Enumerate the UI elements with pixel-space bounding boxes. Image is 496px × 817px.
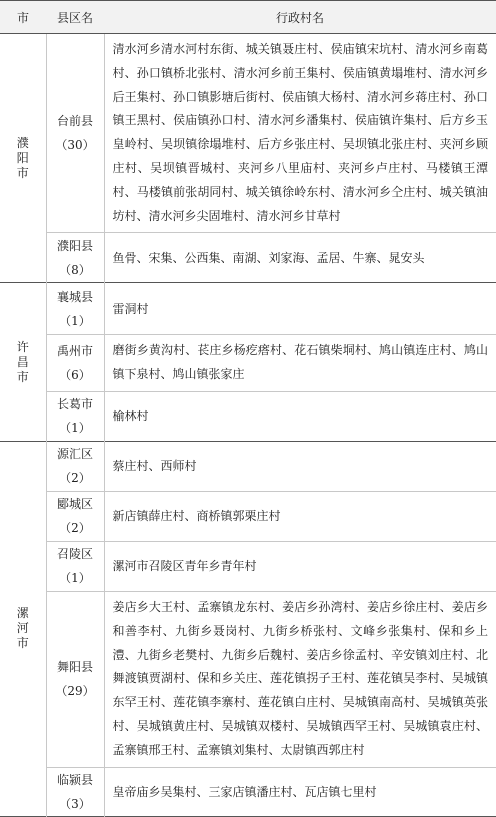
city-cell	[0, 441, 46, 816]
table-row	[0, 441, 496, 491]
table-row	[0, 391, 496, 441]
county-count: （2）	[59, 471, 91, 486]
header-city: 市	[0, 1, 46, 34]
county-name: 源汇区	[56, 447, 93, 462]
city-cell	[0, 283, 46, 442]
village-list: 清水河乡清水河村东街、城关镇聂庄村、侯庙镇宋坑村、清水河乡南葛村、孙口镇桥北张村、清水河乡前王集村、侯庙镇黄塌堆村、清水河乡后王集村、孙口镇影塘后街村、侯庙镇大杨村、清水河乡蒋庄村、孙口镇王黑村、侯庙镇孙口村、清水河乡潘集村、侯庙镇许集村、后方乡玉皇岭村、吴坝镇徐塌堆村、后方乡张庄村、吴坝镇北张庄村、夹河乡顾庄村、吴坝镇晋城村、夹河乡八里庙村、夹河乡卢庄村、马楼镇王潭村、马楼镇前张胡同村、城关镇徐岭东村、清水河乡仝庄村、城关镇油坊村、清水河乡尖固堆村、清水河乡甘草村	[112, 42, 488, 223]
county-cell	[46, 491, 104, 541]
county-name: 召陵区	[56, 547, 93, 562]
county-cell	[46, 335, 104, 392]
table-row	[0, 767, 496, 816]
village-list: 磨街乡黄沟村、苌庄乡杨疙瘩村、花石镇柴垌村、鸠山镇连庄村、鸠山镇下泉村、鸠山镇张家庄	[112, 343, 488, 382]
county-count: （2）	[59, 521, 91, 536]
county-count: （29）	[55, 684, 95, 699]
table-row	[0, 491, 496, 541]
table-row	[0, 591, 496, 767]
county-name: 台前县	[56, 114, 93, 129]
city-cell	[0, 34, 46, 283]
city-name: 漯河市	[16, 606, 29, 651]
county-cell	[46, 767, 104, 816]
county-name: 舞阳县	[56, 660, 93, 675]
county-count: （6）	[59, 368, 91, 383]
county-name: 禹州市	[56, 344, 93, 359]
county-cell	[46, 541, 104, 591]
county-cell	[46, 441, 104, 491]
table-row	[0, 233, 496, 283]
village-list: 雷洞村	[112, 301, 149, 316]
county-name: 濮阳县	[56, 238, 93, 253]
county-cell	[46, 283, 104, 335]
table-row	[0, 34, 496, 233]
county-cell	[46, 591, 104, 767]
county-count: （3）	[59, 796, 91, 811]
village-list: 漯河市召陵区青年乡青年村	[112, 559, 257, 574]
county-name: 长葛市	[56, 397, 93, 412]
table-row	[0, 541, 496, 591]
village-list: 鱼骨、宋集、公西集、南湖、刘家海、孟居、牛寨、晁安头	[112, 250, 425, 265]
header-village: 行政村名	[104, 1, 496, 34]
table-row	[0, 283, 496, 335]
county-name: 郾城区	[56, 497, 93, 512]
county-cell	[46, 391, 104, 441]
header-county: 县区名	[46, 1, 104, 34]
county-count: （30）	[55, 138, 95, 153]
county-count: （8）	[59, 262, 91, 277]
county-cell	[46, 233, 104, 283]
county-count: （1）	[59, 571, 91, 586]
village-list: 蔡庄村、西师村	[112, 459, 197, 474]
city-name: 许昌市	[16, 339, 29, 384]
county-count: （1）	[59, 313, 91, 328]
county-name: 临颍县	[56, 772, 93, 787]
county-cell	[46, 34, 104, 233]
table-header	[0, 1, 496, 34]
county-name: 襄城县	[56, 289, 93, 304]
village-list: 榆林村	[112, 409, 149, 424]
county-count: （1）	[59, 421, 91, 436]
village-list: 新店镇薛庄村、商桥镇郭栗庄村	[112, 509, 281, 524]
table-row	[0, 335, 496, 392]
village-list: 姜店乡大王村、孟寨镇龙东村、姜店乡孙湾村、姜店乡徐庄村、姜店乡和善李村、九街乡聂岗村、九街乡桥张村、文峰乡张集村、保和乡上澧、九街乡老樊村、九街乡后魏村、姜店乡徐孟村、辛安镇刘庄村、北舞渡镇贾湖村、保和乡关庄、莲花镇拐子王村、莲花镇吴李村、吴城镇东罕王村、莲花镇李寨村、莲花镇白庄村、吴城镇南高村、吴城镇英张村、吴城镇黄庄村、吴城镇双楼村、吴城镇西罕王村、吴城镇袁庄村、孟寨镇邢王村、孟寨镇刘集村、太尉镇西郭庄村	[112, 599, 488, 757]
village-list: 皇帝庙乡吴集村、三家店镇潘庄村、瓦店镇七里村	[112, 784, 377, 799]
city-name: 濮阳市	[16, 135, 29, 180]
